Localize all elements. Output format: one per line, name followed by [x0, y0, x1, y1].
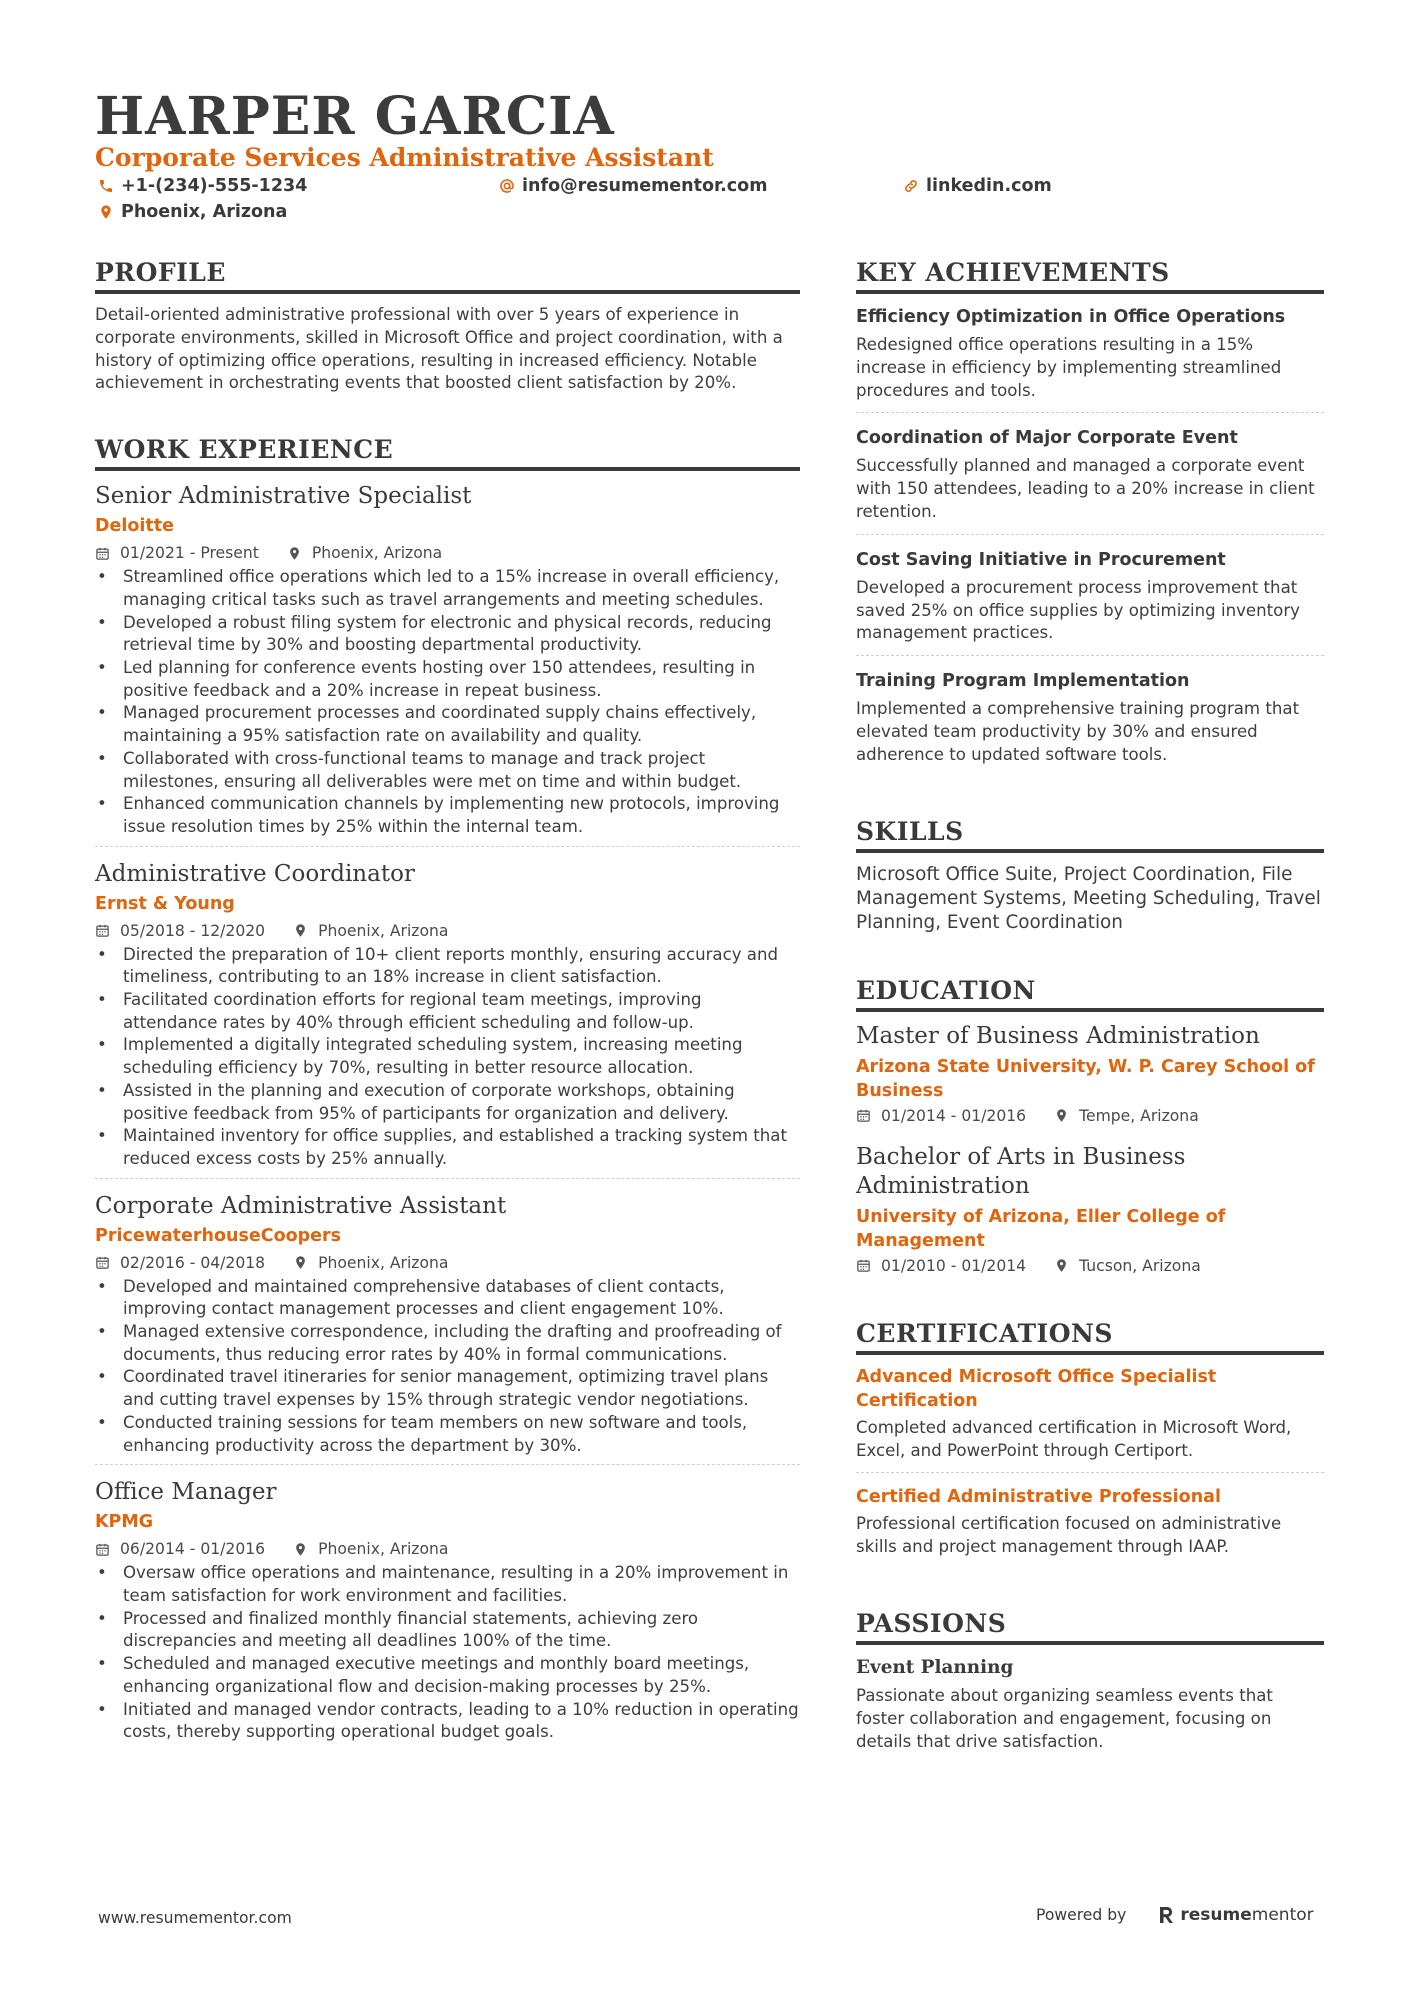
skills-section: [856, 817, 1324, 936]
company-name: PricewaterhouseCoopers: [95, 1225, 342, 1246]
degree-name: Master of Business Administration: [856, 1022, 1260, 1049]
job-bullets: [95, 1562, 800, 1744]
calendar-icon: [856, 1108, 871, 1123]
education-heading: EDUCATION: [856, 976, 1324, 1012]
location: [293, 1536, 448, 1562]
job-bullets: [95, 566, 800, 838]
education-list: [856, 1022, 1324, 1279]
calendar-icon: [95, 546, 110, 561]
job-role: Senior Administrative Specialist: [95, 483, 472, 510]
bullet-item: • Managed extensive correspondence, including the drafting and proofreading of documents, thus reducing error rates by 40% in formal communications.: [95, 1321, 800, 1366]
certification-item: [856, 1365, 1324, 1474]
education-item: [856, 1022, 1324, 1129]
achievement-item: [856, 425, 1324, 534]
achievement-title: Cost Saving Initiative in Procurement: [856, 549, 1226, 570]
date-range: [95, 540, 259, 566]
bullet-item: • Processed and finalized monthly financial statements, achieving zero discrepancies and meeting all deadlines 100% of the time.: [95, 1608, 800, 1653]
job-entry: [95, 859, 800, 1179]
job-entry: [95, 481, 800, 846]
education-section: [856, 976, 1324, 1279]
bullet-item: • Coordinated travel itineraries for senior management, optimizing travel plans and cutting travel expenses by 15% through strategic vendor negotiations.: [95, 1366, 800, 1411]
date-range: [856, 1253, 1026, 1279]
contact-location: [95, 202, 287, 222]
date-range: [95, 918, 265, 944]
contact-linkedin: [900, 176, 1052, 196]
calendar-icon: [95, 923, 110, 938]
map-pin-icon: [1054, 1258, 1069, 1273]
achievement-text: Implemented a comprehensive training program that elevated team productivity by 30% and ensured adherence to updated software tools.: [856, 699, 1300, 764]
job-role: Office Manager: [95, 1479, 277, 1506]
map-pin-icon: [293, 923, 308, 938]
calendar-icon: [95, 1542, 110, 1557]
logo-text-bold: resume: [1180, 1905, 1252, 1925]
left-column: [95, 258, 800, 1791]
date-location: [95, 918, 800, 944]
passion-list: [856, 1655, 1324, 1753]
job-bullets: [95, 944, 800, 1171]
map-pin-icon: [95, 202, 117, 222]
candidate-name: HARPER GARCIA: [95, 86, 615, 147]
date-text: 02/2016 - 04/2018: [120, 1253, 266, 1272]
calendar-icon: [95, 1255, 110, 1270]
skills-text: Microsoft Office Suite, Project Coordination, File Management Systems, Meeting Scheduling, Travel Planning, Event Coordination: [856, 863, 1321, 934]
date-location: [95, 540, 800, 566]
profile-text: Detail-oriented administrative professional with over 5 years of experience in corporate environments, skilled in Microsoft Office and project coordination, with a history of optimizing office operations, resulting in increased efficiency. Notable achievement in orchestrating events that boosted client satisfaction by 20%.: [95, 305, 783, 393]
location-text: Tucson, Arizona: [1079, 1256, 1201, 1275]
job-entry: [95, 1477, 800, 1751]
achievement-text: Developed a procurement process improvement that saved 25% on office supplies by optimizing inventory management practices.: [856, 577, 1300, 643]
achievement-title: Coordination of Major Corporate Event: [856, 428, 1238, 449]
skills-heading: SKILLS: [856, 817, 1324, 853]
achievement-item: [856, 668, 1324, 776]
experience-heading: WORK EXPERIENCE: [95, 435, 800, 471]
contact-email: [496, 176, 767, 196]
resumementor-logo-icon: [1158, 1905, 1175, 1925]
location-text: Phoenix, Arizona: [121, 202, 288, 222]
certification-item: [856, 1485, 1324, 1569]
location-text: Phoenix, Arizona: [318, 1253, 449, 1272]
bullet-item: • Implemented a digitally integrated scheduling system, increasing meeting scheduling efficiency by 70%, resulting in better resource allocation.: [95, 1034, 800, 1079]
resumementor-logo[interactable]: [1158, 1905, 1313, 1925]
location-text: Phoenix, Arizona: [311, 544, 443, 563]
bullet-item: • Managed procurement processes and coordinated supply chains effectively, maintaining a 95% satisfaction rate on availability and quality.: [95, 702, 800, 747]
bullet-item: • Led planning for conference events hosting over 150 attendees, resulting in positive feedback and a 20% increase in repeat business.: [95, 657, 800, 702]
date-location: [856, 1103, 1324, 1129]
bullet-item: • Oversaw office operations and maintenance, resulting in a 20% improvement in team satisfaction for work environment and facilities.: [95, 1562, 800, 1607]
certification-list: [856, 1365, 1324, 1569]
location: [293, 918, 448, 944]
achievements-heading: KEY ACHIEVEMENTS: [856, 258, 1324, 294]
profile-section: [95, 258, 800, 395]
education-item: [856, 1143, 1324, 1279]
location-text: Phoenix, Arizona: [318, 921, 449, 940]
passion-item: [856, 1655, 1324, 1753]
link-icon: [900, 176, 922, 196]
school-name: Arizona State University, W. P. Carey School of Business: [856, 1056, 1315, 1101]
achievement-title: Training Program Implementation: [856, 671, 1190, 692]
location: [287, 540, 442, 566]
job-list: [95, 481, 800, 1751]
bullet-item: • Enhanced communication channels by implementing new protocols, improving issue resolution times by 25% within the internal team.: [95, 793, 800, 838]
map-pin-icon: [293, 1542, 308, 1557]
certification-text: Professional certification focused on administrative skills and project management through IAAP.: [856, 1514, 1282, 1557]
location-text: Phoenix, Arizona: [318, 1540, 449, 1559]
achievement-text: Redesigned office operations resulting in a 15% increase in efficiency by implementing streamlined procedures and tools.: [856, 335, 1282, 400]
certification-text: Completed advanced certification in Microsoft Word, Excel, and PowerPoint through Certiport.: [856, 1417, 1292, 1460]
date-text: 01/2014 - 01/2016: [881, 1106, 1027, 1125]
bullet-item: • Developed and maintained comprehensive databases of client contacts, improving contact management processes and client engagement 10%.: [95, 1276, 800, 1321]
achievement-title: Efficiency Optimization in Office Operations: [856, 307, 1286, 327]
linkedin-text[interactable]: linkedin.com: [926, 176, 1052, 196]
calendar-icon: [856, 1258, 871, 1273]
bullet-item: • Initiated and managed vendor contracts, leading to a 10% reduction in operating costs, thereby supporting operational budget goals.: [95, 1699, 800, 1744]
bullet-item: • Conducted training sessions for team members on new software and tools, enhancing productivity across the department by 30%.: [95, 1412, 800, 1457]
job-bullets: [95, 1276, 800, 1458]
map-pin-icon: [1054, 1108, 1069, 1123]
footer-branding: [1036, 1905, 1314, 1925]
map-pin-icon: [287, 546, 302, 561]
degree-name: Bachelor of Arts in Business Administration: [856, 1143, 1186, 1199]
date-location: [95, 1536, 800, 1562]
powered-by-text: Powered by: [1036, 1906, 1127, 1924]
job-role: Corporate Administrative Assistant: [95, 1192, 507, 1219]
passion-title: Event Planning: [856, 1656, 1014, 1678]
company-name: KPMG: [95, 1512, 154, 1533]
right-column: [856, 258, 1324, 1793]
contact-phone: [95, 176, 307, 196]
company-name: Deloitte: [95, 516, 175, 537]
achievements-section: [856, 258, 1324, 777]
location-text: Tempe, Arizona: [1079, 1106, 1199, 1125]
school-name: University of Arizona, Eller College of Management: [856, 1206, 1226, 1251]
date-range: [95, 1536, 265, 1562]
certifications-heading: CERTIFICATIONS: [856, 1319, 1324, 1355]
date-range: [95, 1250, 265, 1276]
candidate-title: Corporate Services Administrative Assistant: [95, 143, 714, 172]
location: [1054, 1103, 1199, 1129]
bullet-item: • Directed the preparation of 10+ client reports monthly, ensuring accuracy and timeliness, contributing to an 18% increase in client satisfaction.: [95, 944, 800, 989]
date-text: 06/2014 - 01/2016: [120, 1540, 266, 1559]
date-location: [95, 1250, 800, 1276]
date-location: [856, 1253, 1324, 1279]
bullet-item: • Developed a robust filing system for electronic and physical records, reducing retrieval time by 30% and boosting departmental productivity.: [95, 612, 800, 657]
phone-icon: [95, 176, 117, 196]
passions-heading: PASSIONS: [856, 1609, 1324, 1645]
map-pin-icon: [293, 1255, 308, 1270]
passion-text: Passionate about organizing seamless events that foster collaboration and engagement, focusing on details that drive satisfaction.: [856, 1685, 1273, 1751]
bullet-item: • Scheduled and managed executive meetings and monthly board meetings, enhancing organizational flow and decision-making processes by 25%.: [95, 1653, 800, 1698]
date-text: 05/2018 - 12/2020: [120, 921, 266, 940]
date-range: [856, 1103, 1026, 1129]
achievement-item: [856, 304, 1324, 413]
bullet-item: • Streamlined office operations which led to a 15% increase in overall efficiency, managing critical tasks such as travel arrangements and meeting schedules.: [95, 566, 800, 611]
footer-website[interactable]: www.resumementor.com: [98, 1909, 292, 1927]
phone-text[interactable]: +1-(234)-555-1234: [121, 176, 308, 196]
location: [1054, 1253, 1201, 1279]
bullet-item: • Collaborated with cross-functional teams to manage and track project milestones, ensuring all deliverables were met on time and within budget.: [95, 748, 800, 793]
certifications-section: [856, 1319, 1324, 1569]
passions-section: [856, 1609, 1324, 1753]
achievement-list: [856, 304, 1324, 777]
certification-title: Advanced Microsoft Office Specialist Certification: [856, 1366, 1217, 1411]
email-text[interactable]: info@resumementor.com: [522, 176, 768, 196]
bullet-item: • Maintained inventory for office supplies, and established a tracking system that reduced excess costs by 25% annually.: [95, 1125, 800, 1170]
date-text: 01/2010 - 01/2014: [881, 1256, 1027, 1275]
profile-heading: PROFILE: [95, 258, 800, 294]
certification-title: Certified Administrative Professional: [856, 1487, 1221, 1508]
date-text: 01/2021 - Present: [120, 544, 259, 563]
experience-section: [95, 435, 800, 1751]
logo-text-light: mentor: [1251, 1905, 1314, 1925]
achievement-text: Successfully planned and managed a corporate event with 150 attendees, leading to a 20% increase in client retention.: [856, 456, 1315, 521]
location: [293, 1250, 448, 1276]
company-name: Ernst & Young: [95, 893, 235, 914]
at-icon: [496, 176, 518, 196]
job-entry: [95, 1191, 800, 1466]
bullet-item: • Facilitated coordination efforts for regional team meetings, improving attendance rates by 40% through efficient scheduling and follow-up.: [95, 989, 800, 1034]
bullet-item: • Assisted in the planning and execution of corporate workshops, obtaining positive feedback from 95% of participants for organization and delivery.: [95, 1080, 800, 1125]
achievement-item: [856, 547, 1324, 656]
job-role: Administrative Coordinator: [95, 860, 415, 887]
